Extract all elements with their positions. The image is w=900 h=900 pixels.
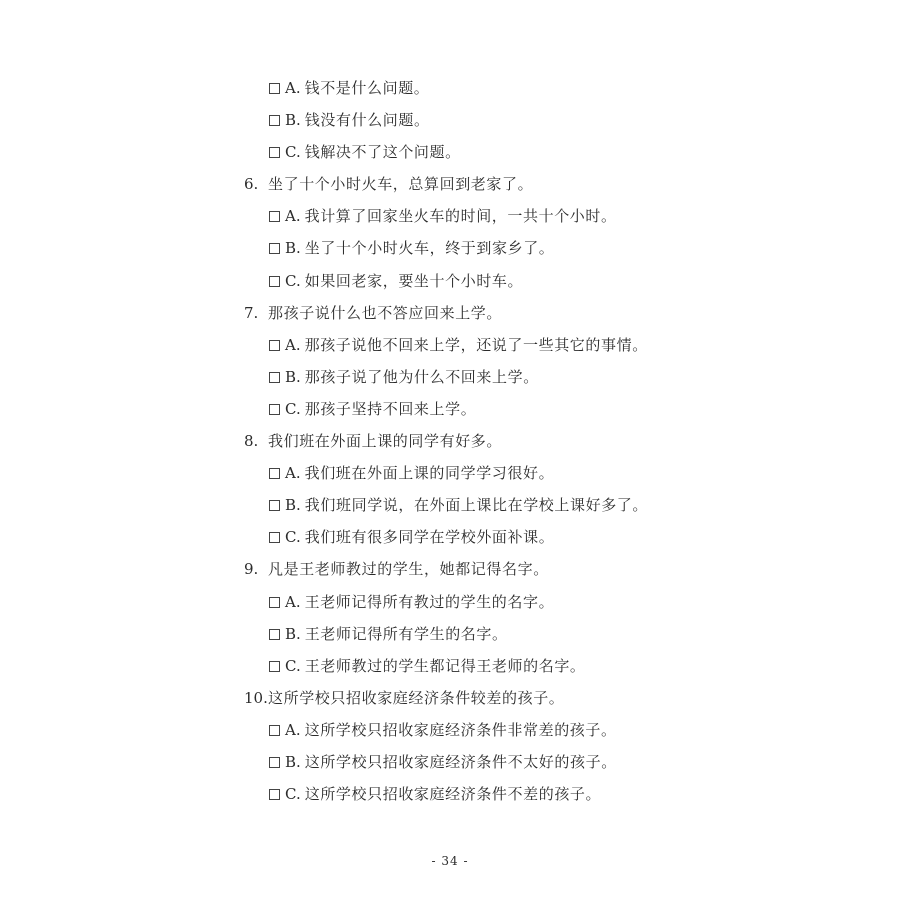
option-letter: A. [285, 720, 301, 739]
option-text: 坐了十个小时火车，终于到家乡了。 [304, 239, 555, 258]
question-line [244, 425, 864, 457]
option-text: 王老师教过的学生都记得王老师的名字。 [304, 656, 586, 675]
checkbox-icon[interactable] [269, 500, 280, 511]
option-text: 我们班同学说，在外面上课比在学校上课好多了。 [304, 496, 648, 515]
answer-option [244, 650, 864, 682]
option-text: 我们班在外面上课的同学学习很好。 [304, 464, 555, 483]
answer-option [244, 329, 864, 361]
answer-option [244, 265, 864, 297]
option-text: 如果回老家，要坐十个小时车。 [304, 271, 524, 290]
checkbox-icon[interactable] [269, 372, 280, 383]
option-text: 钱不是什么问题。 [304, 79, 430, 97]
option-text: 那孩子说了他为什么不回来上学。 [304, 367, 539, 386]
checkbox-icon[interactable] [269, 276, 280, 287]
option-letter: A. [285, 464, 301, 483]
checkbox-icon[interactable] [269, 83, 280, 94]
question-number: 7. [244, 303, 259, 322]
checkbox-icon[interactable] [269, 629, 280, 640]
option-text: 钱解决不了这个问题。 [304, 143, 461, 162]
option-letter: B. [285, 624, 301, 643]
answer-option [244, 618, 864, 650]
question-line [244, 553, 864, 585]
option-letter: B. [285, 752, 301, 771]
option-letter: C. [285, 528, 301, 547]
option-text: 那孩子说他不回来上学，还说了一些其它的事情。 [304, 335, 648, 354]
option-letter: A. [285, 335, 301, 354]
option-letter: A. [285, 207, 301, 226]
option-text: 钱没有什么问题。 [304, 111, 430, 130]
checkbox-icon[interactable] [269, 789, 280, 800]
answer-option [244, 361, 864, 393]
option-text: 这所学校只招收家庭经济条件不差的孩子。 [304, 785, 602, 804]
answer-option [244, 521, 864, 553]
option-text: 王老师记得所有学生的名字。 [304, 624, 508, 643]
question-line [244, 168, 864, 200]
question-number: 6. [244, 175, 259, 194]
checkbox-icon[interactable] [269, 597, 280, 608]
question-list [244, 72, 864, 810]
question-text: 那孩子说什么也不答应回来上学。 [268, 303, 503, 322]
option-text: 我们班有很多同学在学校外面补课。 [304, 528, 555, 547]
question-line [244, 297, 864, 329]
option-text: 王老师记得所有教过的学生的名字。 [304, 592, 555, 611]
option-letter: B. [285, 239, 301, 258]
answer-option [244, 489, 864, 521]
option-letter: B. [285, 111, 301, 130]
answer-option [244, 232, 864, 264]
checkbox-icon[interactable] [269, 243, 280, 254]
answer-option [244, 393, 864, 425]
checkbox-icon[interactable] [269, 725, 280, 736]
checkbox-icon[interactable] [269, 468, 280, 479]
option-letter: A. [285, 79, 301, 97]
answer-option [244, 778, 864, 810]
question-text: 坐了十个小时火车，总算回到老家了。 [268, 175, 534, 194]
answer-option [244, 136, 864, 168]
answer-option [244, 200, 864, 232]
checkbox-icon[interactable] [269, 147, 280, 158]
option-letter: A. [285, 592, 301, 611]
answer-option [244, 457, 864, 489]
question-number: 9. [244, 560, 259, 579]
option-text: 那孩子坚持不回来上学。 [304, 399, 477, 418]
option-letter: C. [285, 271, 301, 290]
answer-option [244, 586, 864, 618]
option-letter: B. [285, 496, 301, 515]
option-text: 这所学校只招收家庭经济条件非常差的孩子。 [304, 720, 617, 739]
answer-option [244, 714, 864, 746]
option-letter: C. [285, 785, 301, 804]
option-letter: C. [285, 143, 301, 162]
checkbox-icon[interactable] [269, 115, 280, 126]
page-number: - 34 - [431, 854, 469, 868]
answer-option [244, 104, 864, 136]
option-text: 我计算了回家坐火车的时间，一共十个小时。 [304, 207, 617, 226]
checkbox-icon[interactable] [269, 340, 280, 351]
checkbox-icon[interactable] [269, 211, 280, 222]
option-text: 这所学校只招收家庭经济条件不太好的孩子。 [304, 752, 617, 771]
option-letter: B. [285, 367, 301, 386]
question-number: 8. [244, 432, 259, 451]
option-letter: C. [285, 656, 301, 675]
question-line [244, 682, 864, 714]
checkbox-icon[interactable] [269, 661, 280, 672]
checkbox-icon[interactable] [269, 757, 280, 768]
question-text: 我们班在外面上课的同学有好多。 [268, 432, 503, 451]
answer-option [244, 746, 864, 778]
question-text: 凡是王老师教过的学生，她都记得名字。 [268, 560, 549, 579]
checkbox-icon[interactable] [269, 404, 280, 415]
answer-option [244, 72, 864, 104]
question-number: 10. [244, 688, 268, 707]
question-text: 这所学校只招收家庭经济条件较差的孩子。 [268, 688, 565, 707]
checkbox-icon[interactable] [269, 532, 280, 543]
option-letter: C. [285, 399, 301, 418]
